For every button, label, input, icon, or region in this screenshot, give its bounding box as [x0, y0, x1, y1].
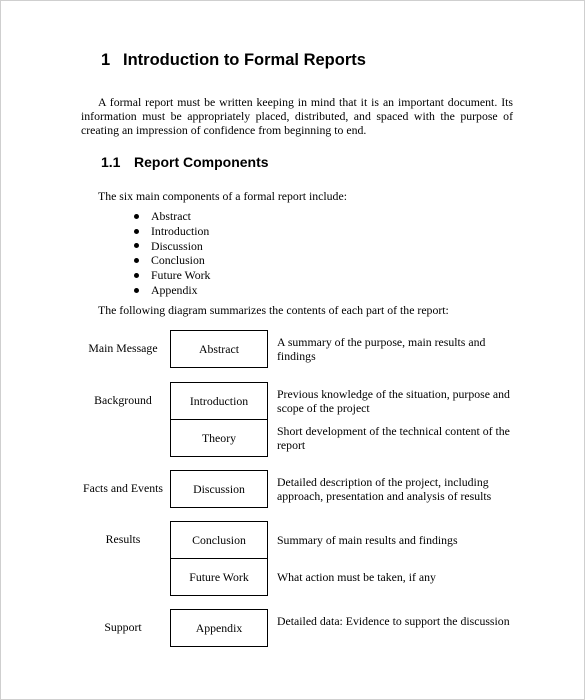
bullet-icon: [134, 229, 139, 234]
subsection-number: 1.1: [101, 154, 121, 170]
bullet-icon: [134, 273, 139, 278]
part-box-abstract: Abstract: [170, 330, 268, 368]
part-description-conclusion: Summary of main results and findings: [277, 533, 458, 547]
category-main-message: Main Message: [88, 341, 158, 355]
diagram-lead: The following diagram summarizes the contents of each part of the report:: [98, 303, 449, 317]
list-item-label: Appendix: [151, 282, 198, 297]
list-item-label: Conclusion: [151, 253, 205, 268]
part-box-conclusion: Conclusion: [170, 521, 268, 559]
list-item: [134, 209, 210, 224]
list-item: [134, 253, 210, 268]
subsection-heading: [101, 154, 269, 170]
components-list: [134, 209, 210, 298]
list-item-label: Introduction: [151, 223, 210, 238]
list-item: [134, 283, 210, 298]
bullet-icon: [134, 214, 139, 219]
list-item: [134, 224, 210, 239]
bullet-icon: [134, 243, 139, 248]
section-title: Introduction to Formal Reports: [123, 51, 366, 69]
section-heading: [101, 51, 366, 70]
part-description-appendix: Detailed data: Evidence to support the discussion: [277, 614, 510, 628]
list-item-label: Future Work: [151, 268, 211, 283]
category-facts-and-events: Facts and Events: [83, 481, 163, 495]
part-box-theory: Theory: [170, 419, 268, 457]
bullet-icon: [134, 258, 139, 263]
category-background: Background: [94, 393, 152, 407]
intro-paragraph: A formal report must be written keeping in mind that it is an important document. Its information must be appropriately placed, distributed, and spaced with the purpose of creating an impression of confidence from beginning to end.: [81, 95, 513, 138]
part-description-introduction: Previous knowledge of the situation, purpose and scope of the project: [277, 387, 510, 416]
part-box-introduction: Introduction: [170, 382, 268, 420]
part-description-discussion: Detailed description of the project, including approach, presentation and analysis of results: [277, 475, 492, 504]
list-item: [134, 268, 210, 283]
category-support: Support: [104, 620, 142, 634]
section-number: 1: [101, 51, 111, 69]
part-box-future-work: Future Work: [170, 558, 268, 596]
subsection-title: Report Components: [134, 154, 269, 170]
category-results: Results: [105, 532, 141, 546]
list-item-label: Abstract: [151, 209, 191, 223]
part-description-theory: Short development of the technical content of the report: [277, 424, 510, 453]
bullet-icon: [134, 288, 139, 293]
part-description-abstract: A summary of the purpose, main results and findings: [277, 335, 486, 364]
components-lead: The six main components of a formal report include:: [98, 189, 347, 203]
list-item: [134, 239, 210, 254]
part-box-discussion: Discussion: [170, 470, 268, 508]
list-item-label: Discussion: [151, 238, 203, 253]
part-description-future-work: What action must be taken, if any: [277, 570, 436, 584]
part-box-appendix: Appendix: [170, 609, 268, 647]
